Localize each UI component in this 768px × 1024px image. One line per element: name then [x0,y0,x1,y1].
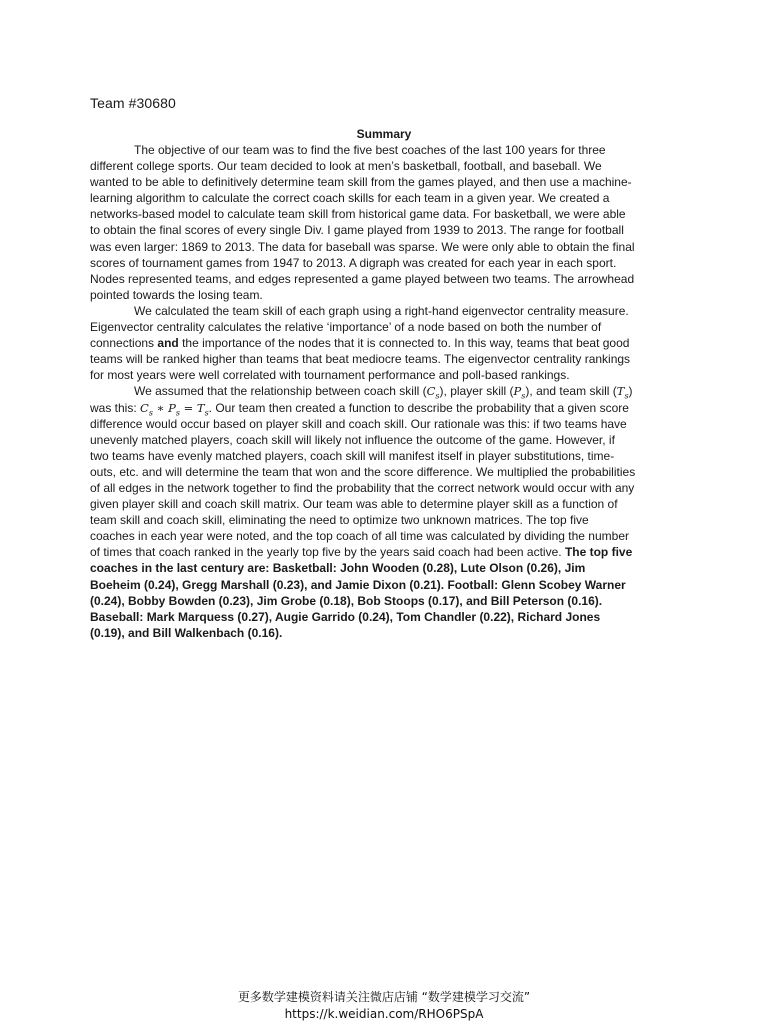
team-number: Team #30680 [90,95,176,111]
math-player-skill [513,384,526,401]
math-symbol: T [196,400,205,415]
paragraph-eigenvector-part-1: We calculated the team skill of each graph using a right-hand eigenvector centrality measure. Eigenvector centrality calculates the relative ‘importance’ of a node based on both the number of connections [90,303,629,351]
summary-body [90,142,636,641]
emphasis-and: and [157,336,179,351]
math-symbol: C [140,400,149,415]
math-subscript: s [435,391,440,401]
paragraph-coach-part-5: . Our team then created a function to describe the probability that a given score difference would occur based on player skill and coach skill. Our rationale was this: if two teams have unevenly matched players, coach skill will likely not influence the outcome of the game. However, if two teams have evenly matched players, coach skill will manifest itself in player substitutions, time-outs, etc. and will determine the team that won and the score difference. We multiplied the probabilities of all edges in the network together to find the probability that the correct network would occur with any given player skill and coach skill matrix. Our team was able to determine player skill as a function of team skill and coach skill, eliminating the need to optimize two unknown matrices. The top five coaches in each year were noted, and the top coach of all time was calculated by dividing the number of times that coach ranked in the yearly top five by the years said coach had been active. [90,400,636,560]
paragraph-coach-part-3: ), and team skill ( [525,384,617,399]
footer [0,989,768,1023]
top-coaches-list: The top five coaches in the last century are: Basketball: John Wooden (0.28), Lute Olson (0.26), Jim Boeheim (0.24), Gregg Marshall (0.23), and Jamie Dixon (0.21). Football: Glenn Scobey Warner (0.24), Bobby Bowden (0.23), Jim Grobe (0.18), Bob Stoops (0.17), and Bill Peterson (0.16). Baseball: Mark Marquess (0.27), Augie Garrido (0.24), Tom Chandler (0.22), Richard Jones (0.19), and Bill Walkenbach (0.16). [90,545,633,640]
paragraph-coach-skill [90,383,636,641]
math-subscript: s [175,407,180,417]
paragraph-objective: The objective of our team was to find the five best coaches of the last 100 years for three different college sports. Our team decided to look at men’s basketball, football, and baseball. We wanted to be able to definitively determine team skill from the games played, and then use a machine-learning algorithm to calculate the correct coach skills for each team in a given year. We created a networks-based model to calculate team skill from historical game data. For basketball, we were able to obtain the final scores of every single Div. I game played from 1939 to 2013. The range for football was even larger: 1869 to 2013. The data for baseball was sparse. We were only able to obtain the final scores of tournament games from 1947 to 2013. A digraph was created for each year in each sport. Nodes represented teams, and edges represented a game played between two teams. The arrowhead pointed towards the losing team. [90,143,635,302]
footer-link[interactable]: https://k.weidian.com/RHO6PSpA [284,1007,484,1021]
paragraph-coach-part-4: ) was this: [90,384,633,415]
math-subscript: s [204,407,209,417]
paragraph-eigenvector [90,303,636,383]
math-symbol: C [426,384,436,399]
math-symbol: P [168,400,176,415]
math-skill-equation [140,401,209,415]
math-symbol: P [513,384,522,399]
paragraph-coach-part-1: We assumed that the relationship between coach skill ( [134,384,427,399]
math-operator: ∗ [152,400,169,415]
math-subscript: s [521,391,526,401]
paragraph-eigenvector-part-2: the importance of the nodes that it is connected to. In this way, teams that beat good teams will be ranked higher than teams that beat mediocre teams. The eigenvector centrality rankings for most years were well correlated with tournament performance and poll-based rankings. [90,336,631,383]
math-subscript: s [148,407,153,417]
summary-heading: Summary [356,127,412,141]
math-coach-skill [426,384,440,401]
paragraph-coach-part-2: ), player skill ( [439,384,514,399]
math-subscript: s [624,391,629,401]
math-operator: = [179,400,197,415]
math-symbol: T [616,384,625,399]
math-team-skill [616,384,629,401]
footer-promo-text: 更多数学建模资料请关注微店店铺 “数学建模学习交流” [237,990,531,1004]
